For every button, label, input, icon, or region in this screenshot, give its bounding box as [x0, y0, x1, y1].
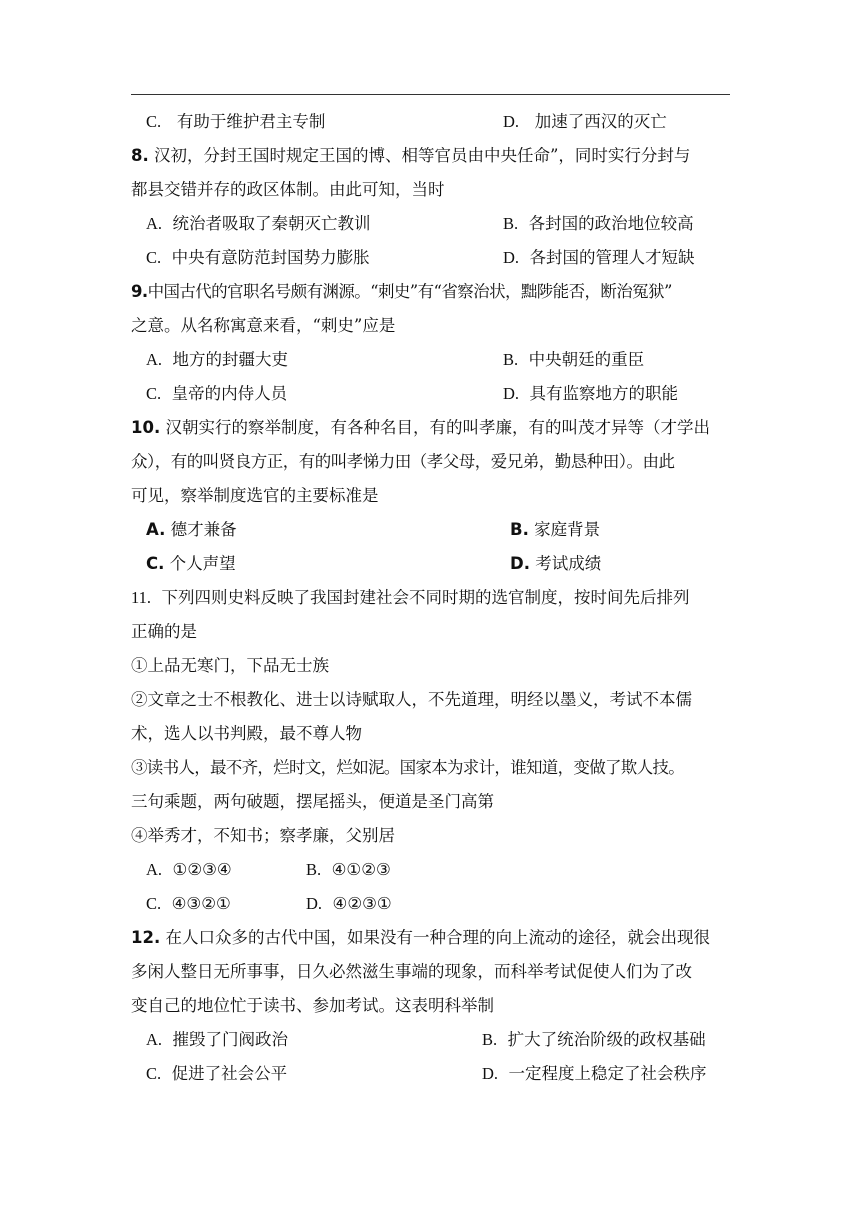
option-text: 德才兼备 [170, 520, 237, 539]
q10-option-c [146, 554, 236, 574]
q12-option-c [146, 1064, 287, 1084]
q10-stem-line2: 众），有的叫贤良方正，有的叫孝悌力田（孝父母，爱兄弟，勤恳种田）。由此 [131, 452, 675, 471]
option-letter: D. [503, 384, 520, 403]
option-letter: C. [146, 248, 162, 267]
q12-stem-line3: 变自己的地位忙于读书、参加考试。这表明科举制 [131, 996, 494, 1015]
q11-option-c [146, 894, 231, 914]
option-letter: D. [503, 248, 520, 267]
option-letter: C. [146, 112, 162, 131]
q11-source-2-line1: ②文章之士不根教化、进士以诗赋取人，不先道理，明经以墨义，考试不本儒 [131, 690, 692, 709]
option-text: 考试成绩 [535, 554, 602, 573]
option-text: 家庭背景 [534, 520, 601, 539]
option-text: 一定程度上稳定了社会秩序 [508, 1064, 707, 1083]
option-letter: A. [146, 1030, 163, 1049]
q11-stem-line2: 正确的是 [131, 622, 197, 641]
option-text: 中央有意防范封国势力膨胀 [171, 248, 370, 267]
q10-option-b [510, 520, 600, 540]
q10-stem-line3: 可见，察举制度选官的主要标准是 [131, 486, 379, 505]
option-text: ④②③① [332, 894, 392, 913]
option-text: ④①②③ [331, 860, 391, 879]
q11-stem-line1 [131, 588, 690, 608]
q10-option-d [510, 554, 601, 574]
q12-option-a [146, 1030, 288, 1050]
q8-option-b [503, 214, 694, 234]
option-text: ④③②① [171, 894, 231, 913]
option-letter: A. [146, 214, 163, 233]
q11-option-a [146, 860, 232, 880]
q8-option-d [503, 248, 695, 268]
option-text: 各封国的管理人才短缺 [529, 248, 695, 267]
q10-option-a [146, 520, 237, 540]
q8-option-a [146, 214, 371, 234]
option-text: 地方的封疆大吏 [172, 350, 289, 369]
header-rule [131, 94, 730, 95]
option-text: 中央朝廷的重臣 [528, 350, 645, 369]
option-text: 具有监察地方的职能 [529, 384, 679, 403]
option-text: ①②③④ [172, 860, 232, 879]
option-letter: A. [146, 350, 163, 369]
option-text: 皇帝的内侍人员 [171, 384, 288, 403]
option-letter: B. [306, 860, 322, 879]
q10-stem-line1 [131, 418, 710, 438]
q12-option-d [482, 1064, 707, 1084]
question-text: 在人口众多的古代中国，如果没有一种合理的向上流动的途径，就会出现很 [165, 928, 710, 947]
option-letter: C. [146, 1064, 162, 1083]
q11-option-b [306, 860, 391, 880]
option-letter: D. [503, 112, 520, 131]
option-letter: A. [146, 520, 166, 539]
option-letter: C. [146, 384, 162, 403]
q9-option-b [503, 350, 644, 370]
question-number: 10. [131, 418, 161, 437]
q11-source-2-line2: 术，选人以书判殿，最不尊人物 [131, 724, 362, 743]
q11-source-3-line1: ③读书人，最不齐，烂时文，烂如泥。国家本为求计，谁知道，变做了欺人技。 [131, 758, 685, 777]
q11-source-1: ①上品无寒门，下品无士族 [131, 656, 329, 675]
q9-stem-line1 [131, 282, 672, 302]
question-number: 11. [131, 588, 152, 607]
option-text: 加速了西汉的灭亡 [534, 112, 667, 131]
option-letter: B. [482, 1030, 498, 1049]
option-letter: D. [510, 554, 530, 573]
option-text: 统治者吸取了秦朝灭亡教训 [172, 214, 371, 233]
q9-stem-line2: 之意。从名称寓意来看，“刺史”应是 [131, 316, 396, 335]
q8-stem-line2: 都县交错并存的政区体制。由此可知，当时 [131, 180, 445, 199]
option-letter: B. [510, 520, 529, 539]
option-text: 有助于维护君主专制 [176, 112, 326, 131]
question-text: 下列四则史料反映了我国封建社会不同时期的选官制度，按时间先后排列 [161, 588, 690, 607]
option-letter: D. [306, 894, 323, 913]
option-letter: D. [482, 1064, 499, 1083]
option-letter: B. [503, 350, 519, 369]
q8-stem-line1 [131, 146, 690, 166]
question-text: 汉朝实行的察举制度，有各种名目，有的叫孝廉，有的叫茂才异等（才学出 [165, 418, 710, 437]
q12-option-b [482, 1030, 706, 1050]
option-text: 摧毁了门阀政治 [172, 1030, 289, 1049]
q11-source-3-line2: 三句乘题，两句破题，摆尾摇头，便道是圣门高第 [131, 792, 494, 811]
q12-stem-line1 [131, 928, 710, 948]
question-number: 9. [131, 282, 148, 301]
option-letter: B. [503, 214, 519, 233]
question-number: 8. [131, 146, 149, 165]
q11-source-4: ④举秀才，不知书；察孝廉，父别居 [131, 826, 395, 845]
option-text: 扩大了统治阶级的政权基础 [507, 1030, 706, 1049]
option-letter: C. [146, 554, 165, 573]
question-text: 汉初，分封王国时规定王国的博、相等官员由中央任命”，同时实行分封与 [154, 146, 691, 165]
option-letter: C. [146, 894, 162, 913]
q7-option-d [503, 112, 667, 132]
question-text: 中国古代的官职名号颇有渊源。“刺史”有“省察治状，黜陟能否，断治冤狱” [147, 282, 672, 301]
option-text: 促进了社会公平 [171, 1064, 288, 1083]
q12-stem-line2: 多闲人整日无所事事，日久必然滋生事端的现象，而科举考试促使人们为了改 [131, 962, 692, 981]
option-text: 各封国的政治地位较高 [528, 214, 694, 233]
option-letter: A. [146, 860, 163, 879]
q7-option-c [146, 112, 325, 132]
q9-option-a [146, 350, 288, 370]
q9-option-c [146, 384, 287, 404]
q8-option-c [146, 248, 370, 268]
question-number: 12. [131, 928, 161, 947]
q9-option-d [503, 384, 678, 404]
option-text: 个人声望 [169, 554, 236, 573]
q11-option-d [306, 894, 392, 914]
